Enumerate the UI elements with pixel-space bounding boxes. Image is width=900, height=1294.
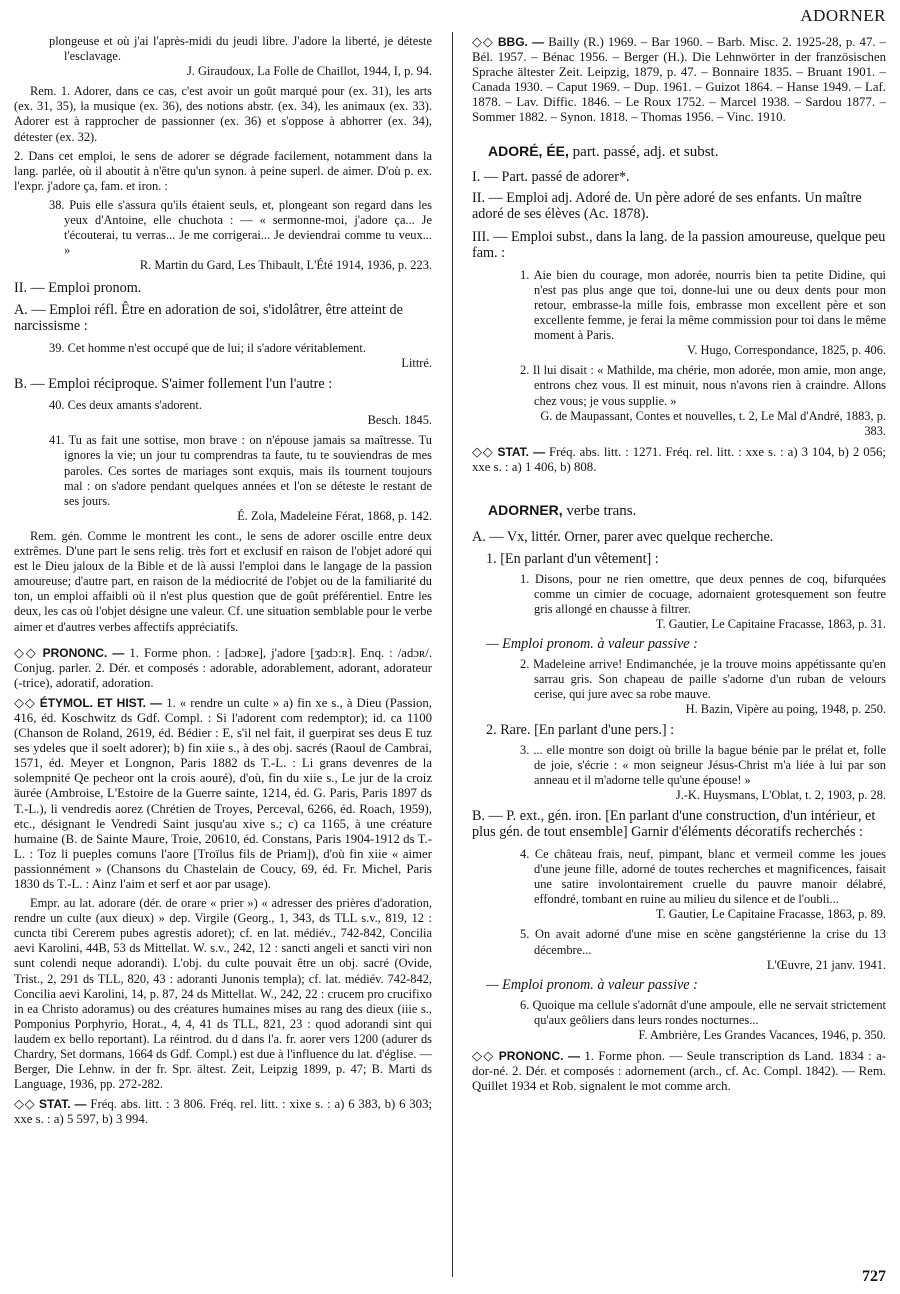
entry-adorner-heading xyxy=(488,503,886,519)
pronunciation-section xyxy=(14,645,432,691)
quotation-adorner-1 xyxy=(472,572,886,632)
adore-sense-ii: II. — Emploi adj. Adoré de. Un père adoré de ses enfants. Un maître adoré de ses élèves (Ac. 1878). xyxy=(472,189,862,223)
quotation-text: Il lui disait : « Mathilde, ma chérie, mon adorée, mon amie, mon ange, entrons chez vous. Il est minuit, nous n'avons rien à craindre. Allons chez vous; je vous supplie. » xyxy=(532,363,886,408)
quotation-source: R. Martin du Gard, Les Thibault, L'Été 1914, 1936, p. 223. xyxy=(139,258,432,273)
quotation-number: 39. xyxy=(49,340,65,355)
right-column xyxy=(472,34,886,1098)
quotation-number: 3. xyxy=(520,742,530,757)
quotation-40 xyxy=(14,398,432,428)
section-text: Fréq. abs. litt. : 3 806. Fréq. rel. litt. : xixe s. : a) 6 383, b) 6 303; xxe s. : a) 5 597, b) 3 994. xyxy=(14,1097,433,1127)
page-number: 727 xyxy=(862,1268,886,1285)
quotation-39 xyxy=(14,341,432,371)
adorner-sense-a2: 2. Rare. [En parlant d'une pers.] : xyxy=(486,721,675,738)
adorner-pronominal-1: — Emploi pronom. à valeur passive : xyxy=(486,636,698,653)
quotation-text: plongeuse et où j'ai l'après-midi du jeudi libre. J'adore la liberté, je déteste l'esclavage. xyxy=(49,34,432,64)
quotation-1 xyxy=(472,268,886,359)
quotation-text: ... elle montre son doigt où brille la bague bénie par le prélat et, folle de joie, s'écrie : « mon seigneur Jésus-Christ m'a liée à lui par son anneau et il m'adorne telle qu'une épouse! » xyxy=(533,742,886,787)
quotation-number: 5. xyxy=(520,927,530,942)
part-of-speech: verbe trans. xyxy=(566,502,637,519)
part-of-speech: part. passé, adj. et subst. xyxy=(572,143,719,160)
remark-2: 2. Dans cet emploi, le sens de adorer se dégrade facilement, notamment dans la lang. parlée, où il aboutit à n'être qu'un synon. à peine superl. de aimer. D'où p. ex. l'expr. j'adore ça, fam. et iron. : xyxy=(14,148,432,193)
diamond-icon: ◇◇ xyxy=(14,694,36,710)
quotation-adorner-3 xyxy=(472,743,886,803)
quotation-2 xyxy=(472,363,886,438)
quotation-adorner-5 xyxy=(472,927,886,972)
quotation-number: 4. xyxy=(520,846,530,861)
section-title: BBG. — xyxy=(497,35,545,49)
section-title: STAT. — xyxy=(497,444,546,459)
quotation-source: J. Giraudoux, La Folle de Chaillot, 1944, I, p. 94. xyxy=(186,64,432,79)
section-title: PRONONC. — xyxy=(42,645,125,660)
quotation-source: J.-K. Huysmans, L'Oblat, t. 2, 1903, p. 28. xyxy=(675,787,886,802)
quotation-source: G. de Maupassant, Contes et nouvelles, t. 2, Le Mal d'André, 1883, p. 383. xyxy=(540,408,886,438)
adorner-sense-a1: 1. [En parlant d'un vêtement] : xyxy=(486,550,659,567)
running-header: ADORNER xyxy=(800,6,886,25)
statistics-section xyxy=(14,1096,432,1127)
quotation-source: H. Bazin, Vipère au poing, 1948, p. 250. xyxy=(685,702,886,717)
section-text: 1. « rendre un culte » a) fin xe s., à Dieu (Passion, 416, éd. Koschwitz ds Gdf. Compl. : Si l'adorent com redemptor); id. ca 1100 (Chanson de Roland, 2619, éd. Bédier : E, s'il nel fait, il guerpirat ses deus E tuz ses ydeles que il soelt adorer); b) fin xiie s., à des obj. sacrés (Raoul de Cambrai, 1571, éd. Meyer et Longnon, Paris 1882 ds T.-L. : Li grans devenres de la solempnité Qe pecheor ont la crois aouré), d'où, fin du xiie s., Le jur de la croiz äurée (Ambroise, L'Estoire de la Guerre sainte, 1214, éd. G. Paris, Paris 1897 ds T.-L.), li vendredis aorez (Chrétien de Troyes, Perceval, 6266, éd. Roach, 1959), etc., désignant le Vendredi Saint jusqu'au xive s.; c) ca 1165, à une créature humaine (B. de Sainte Maure, Troie, 20610, éd. Constans, Paris 1904-1912 ds T.-L. : Toz li pueples comuns l'aore [Troïlus fils de Priam]), d'où fin xiie « aimer passionnément » (Chansons du Chastelain de Coucy, 69, éd. Fr. Michel, Paris 1830 ds T.-L. : Ainz l'aim et serf et aor par usage). xyxy=(14,695,433,891)
quotation-number: 6. xyxy=(520,997,530,1012)
adore-sense-i: I. — Part. passé de adorer*. xyxy=(472,168,630,185)
quotation-number: 41. xyxy=(49,433,65,448)
diamond-icon: ◇◇ xyxy=(472,1048,495,1064)
general-remark: Rem. gén. Comme le montrent les cont., le sens de adorer oscille entre deux extrêmes. D'une part le sens relig. très fort et exclusif en raison de l'objet adoré qui est le Dieu jaloux de la Bible et de là aussi l'emploi dans le langage de la passion amoureuse; d'autre part, en raison de la médiocrité de l'objet ou de la familiarité du ton, un emploi affaibli où il n'est plus question que de goût préférentiel. Entre les deux, les cas où l'objet désigne une valeur. Cf. une situation semblable pour le verbe aimer et d'autres verbes affectifs appréciatifs. xyxy=(14,528,432,634)
section-text: Fréq. abs. litt. : 1271. Fréq. rel. litt. : xxe s. : a) 3 104, b) 2 056; xxe s. : a) 1 406, b) 808. xyxy=(472,444,886,474)
section-title: STAT. — xyxy=(39,1097,87,1112)
statistics-section-adore xyxy=(472,444,886,475)
diamond-icon: ◇◇ xyxy=(472,34,494,49)
remark-1: Rem. 1. Adorer, dans ce cas, c'est avoir un goût marqué pour (ex. 31), les arts (ex. 31, 35), la musique (ex. 36), des notions abstr. (ex. 34), les animaux (ex. 33). Adorer est à rapprocher de passionner (ex. 36) et s'oppose à abhorrer (ex. 34), détester (ex. 32). xyxy=(14,84,432,144)
headword: ADORNER, xyxy=(488,501,563,518)
quotation-source: Besch. 1845. xyxy=(367,413,432,428)
etymology-section xyxy=(14,695,432,892)
quotation-text: Madeleine arrive! Endimanchée, je la trouve moins appétissante qu'en sarrau gris. Son chapeau de paille s'adorne d'un ruban de velours cerise, qui jure avec sa robe mauve. xyxy=(533,657,886,702)
quotation-text: Quoique ma cellule s'adornât d'une ampoule, elle ne servait strictement qu'aux geôliers dans leurs rondes nocturnes... xyxy=(532,997,886,1027)
section-text: 1. Forme phon. : [adɔʀe], j'adore [ʒadɔːʀ]. Enq. : /adɔʀ/. Conjug. parler. 2. Dér. et composés : adorable, adorablement, adorant, adorateur (-trice), adoratif, adoration. xyxy=(14,645,433,690)
quotation-number: 2. xyxy=(520,363,530,378)
diamond-icon: ◇◇ xyxy=(14,644,38,660)
quotation-source: T. Gautier, Le Capitaine Fracasse, 1863, p. 31. xyxy=(655,616,886,631)
quotation-adorner-4 xyxy=(472,847,886,922)
section-text: 1. Forme phon. — Seule transcription ds Land. 1834 : a-dor-né. 2. Dér. et composés : adornement (arch., cf. Ac. Compl. 1842). — Rem. Quillet 1934 et Rob. signalent le mot comme arch. xyxy=(472,1049,887,1094)
adorner-sense-a: A. — Vx, littér. Orner, parer avec quelque recherche. xyxy=(472,529,774,546)
headword: ADORÉ, ÉE, xyxy=(488,142,569,159)
adorner-pronominal-2: — Emploi pronom. à valeur passive : xyxy=(486,976,698,993)
quotation-source: L'Œuvre, 21 janv. 1941. xyxy=(766,957,886,972)
quotation-source: É. Zola, Madeleine Férat, 1868, p. 142. xyxy=(237,508,432,523)
quotation-number: 40. xyxy=(49,398,65,413)
quotation-number: 1. xyxy=(520,571,530,586)
quotation-text: Ce château frais, neuf, pimpant, blanc et vermeil comme les joues d'une jeune fille, adorné de toutes recherches et magnificences, faisait une satire involontairement cruelle du pauvre manoir délabré, effondré, tombant en ruine au milieu du silence et de l'oubli... xyxy=(534,846,886,907)
quotation-text: Tu as fait une sottise, mon brave : on n'épouse jamais sa maîtresse. Tu ignores la vie; un jour tu comprendras ta faute, tu te souviendras de mes paroles. Ces sortes de mariages sont exquis, mais ils tournent toujours mal : on s'adore pendant quelques années et l'on se déteste le restant de ses jours. xyxy=(64,433,432,508)
quotation-41 xyxy=(14,433,432,524)
quotation-text: Puis elle s'assura qu'ils étaient seuls, et, plongeant son regard dans les yeux d'Antoine, elle chuchota : — « sermonne-moi, j'adore ça... Je t'écouterai, tu verras... Je me corrigerai... Je deviendrai comme tu veux... » xyxy=(64,197,432,258)
quotation-source: Littré. xyxy=(401,355,432,370)
adorner-sense-b: B. — P. ext., gén. iron. [En parlant d'une construction, d'un intérieur, et plus gén. de tout ensemble] Garnir d'éléments décoratifs recherchés : xyxy=(472,807,876,841)
section-title: ÉTYMOL. ET HIST. — xyxy=(39,695,163,710)
section-heading-ii: II. — Emploi pronom. xyxy=(14,280,142,297)
quotation-adorner-2 xyxy=(472,657,886,717)
section-heading-a: A. — Emploi réfl. Être en adoration de soi, s'idolâtrer, être atteint de narcissisme : xyxy=(14,301,403,334)
section-text: Bailly (R.) 1969. – Bar 1960. – Barb. Misc. 2. 1925-28, p. 47. – Bél. 1957. – Bénac 1956. – Berger (H.). Die Lehnwörter in der französischen Sprache ältester Zeit. Leipzig, 1879, p. 47. – Bonnaire 1835. – Bruant 1901. – Canada 1930. – Caput 1969. – Dup. 1961. – Guizot 1864. – Hanse 1949. – Laf. 1878. – Lav. Diffic. 1846. – Le Roux 1752. – Marcel 1938. – Sardou 1877. – Sommer 1882. – Synon. 1818. – Thomas 1956. – Vinc. 1910. xyxy=(472,35,887,125)
quotation-number: 2. xyxy=(520,657,530,672)
quotation-number: 1. xyxy=(520,267,530,282)
etymology-paragraph-2: Empr. au lat. adorare (dér. de orare « prier ») « adresser des prières d'adoration, rendre un culte (aux dieux) » dep. Virgile (Georg., 1, 343, ds TLL s.v., 819, 12 : cuncta tibi Cererem pubes agrestis adoret); cf. en lat. médiév., 742-842, Concilia aevi Karolini, 44B, 53 ds Mittellat. W. s.v., 242, 12 : sancti angeli et sancti viri non sunt colendi neque adorandi). L'obj. du culte pouvait être un obj. sacré (Ovide, Trist., 2, 291 ds TLL, 820, 43 : adoranti Junonis templa); cf. lat. médiév. 742-842, Concilia aevi Karolini, 14, p. 87, 24 ds Mittellat. W., 242, 22 : crucem pro crucifixo in ea Christo adoramus) ou des créatures humaines mises au rang des dieux (iiie s., Pomponius Porphyrio, Horat., 4, 4, 41 ds TLL, 821, 23 : quod adorandi sint qui laudem ex bello reportant). La réintrod. du d dans l'a. fr. aorer vers 1200 (adurer ds Chardry, Set dormans, 1664 ds Gdf. Compl.) est due à l'influence du lat. d'église. — Berger, Die Lehnw. in der fr. Spr. ältest. Zeit, Leipzig 1899, p. 47; B. Marti ds Language, 1936, pp. 272-282. xyxy=(14,896,432,1092)
quotation-37 xyxy=(14,34,432,79)
quotation-number: 38. xyxy=(49,197,65,212)
quotation-text: Disons, pour ne rien omettre, que deux pennes de coq, bifurquées comme un cimier de cocuage, adornaient grotesquement son feutre gris allongé en chausse à filtrer. xyxy=(534,571,886,616)
column-divider xyxy=(452,32,453,1277)
diamond-icon: ◇◇ xyxy=(14,1096,36,1112)
section-title: PRONONC. — xyxy=(498,1049,580,1064)
entry-adore-heading xyxy=(488,144,886,160)
quotation-source: F. Ambrière, Les Grandes Vacances, 1946, p. 350. xyxy=(638,1028,886,1042)
quotation-source: T. Gautier, Le Capitaine Fracasse, 1863, p. 89. xyxy=(655,907,886,922)
adore-sense-iii: III. — Emploi subst., dans la lang. de la passion amoureuse, quelque peu fam. : xyxy=(472,228,886,262)
quotation-source: V. Hugo, Correspondance, 1825, p. 406. xyxy=(686,343,886,358)
quotation-adorner-6 xyxy=(472,998,886,1043)
quotation-text: Cet homme n'est occupé que de lui; il s'adore véritablement. xyxy=(67,340,366,355)
quotation-text: On avait adorné d'une mise en scène gangstérienne la crise du 13 décembre... xyxy=(534,927,886,957)
left-column xyxy=(14,34,432,1132)
diamond-icon: ◇◇ xyxy=(472,443,494,459)
quotation-text: Ces deux amants s'adorent. xyxy=(67,398,202,413)
pronunciation-section-adorner xyxy=(472,1048,886,1094)
section-heading-b: B. — Emploi réciproque. S'aimer follement l'un l'autre : xyxy=(14,375,333,392)
quotation-38 xyxy=(14,198,432,273)
bibliography-section xyxy=(472,34,886,126)
quotation-text: Aie bien du courage, mon adorée, nourris bien ta petite Didine, qui n'est pas plus ange que toi, donne-lui une ou deux dents pour mon retour, embrasse-la mille fois, embrasse mon excellent père et son excellente femme, je ferai la même commission pour toi dans le même moment à Paris. xyxy=(533,267,886,343)
